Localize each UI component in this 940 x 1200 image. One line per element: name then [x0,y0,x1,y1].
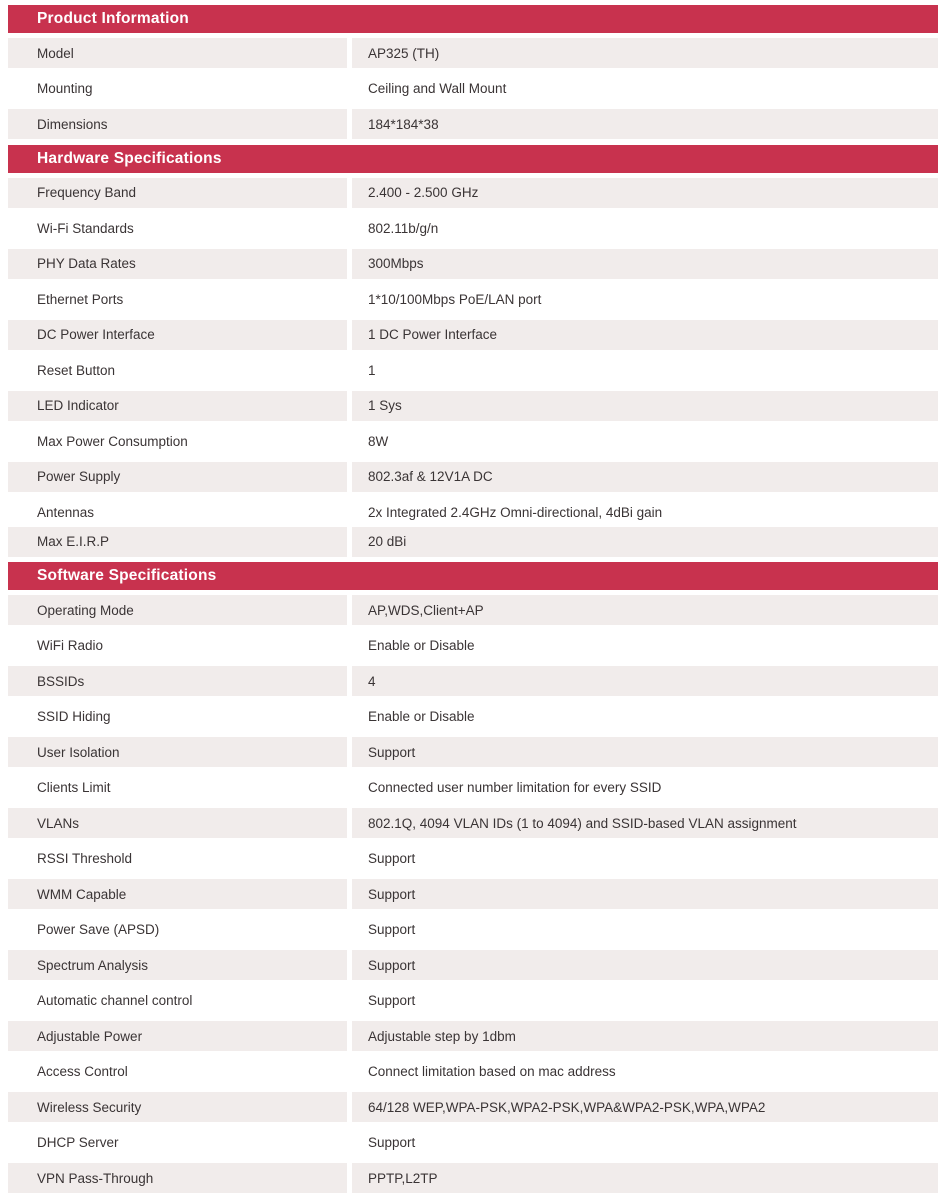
row-label: VLANs [8,808,347,838]
row-label: Power Supply [8,462,347,492]
table-row [8,178,938,208]
spec-section [8,5,938,139]
table-row [8,666,938,696]
row-label: Operating Mode [8,595,347,625]
table-row [8,1021,938,1051]
row-label: Dimensions [8,109,347,139]
row-label: Adjustable Power [8,1021,347,1051]
row-label: BSSIDs [8,666,347,696]
row-value: 802.11b/g/n [368,220,439,236]
table-row [8,595,938,625]
table-row [8,1092,938,1122]
row-value: 300Mbps [352,249,938,279]
row-label: User Isolation [8,737,347,767]
table-row [8,74,938,104]
row-value: PPTP,L2TP [352,1163,938,1193]
table-row [8,320,938,350]
row-value: Support [368,993,416,1008]
row-value: Connect limitation based on mac address [368,1064,616,1079]
row-label: Reset Button [37,362,116,378]
table-row [8,391,938,421]
row-value: Ceiling and Wall Mount [368,81,507,96]
table-row [8,737,938,767]
row-value: 64/128 WEP,WPA-PSK,WPA2-PSK,WPA&WPA2-PSK,WPA,WPA2 [352,1092,938,1122]
row-value: 8W [368,433,389,449]
section-header: Software Specifications [8,562,938,590]
table-row [8,1057,938,1087]
table-row [8,844,938,874]
row-value: Support [368,851,416,866]
row-value: Support [368,922,416,937]
section-header: Hardware Specifications [8,145,938,173]
row-value: Support [352,737,938,767]
row-label: Access Control [37,1064,128,1079]
row-value: Adjustable step by 1dbm [352,1021,938,1051]
row-value: Support [352,879,938,909]
row-label: WiFi Radio [37,638,104,653]
row-label: Power Save (APSD) [37,922,160,937]
table-row [8,631,938,661]
row-value: Connected user number limitation for every SSID [368,780,662,795]
table-row [8,38,938,68]
table-row [8,249,938,279]
table-row [8,426,938,456]
row-label: VPN Pass-Through [8,1163,347,1193]
table-row [8,808,938,838]
row-value: Enable or Disable [368,638,475,653]
row-label: Ethernet Ports [37,291,124,307]
table-row [8,109,938,139]
table-row [8,986,938,1016]
table-row [8,355,938,385]
table-row [8,1128,938,1158]
row-value: 2.400 - 2.500 GHz [352,178,938,208]
row-label: Wi-Fi Standards [37,220,134,236]
section-rows [8,595,938,1193]
row-label: Model [8,38,347,68]
row-value: Support [352,950,938,980]
row-label: Mounting [37,81,93,96]
row-value: 1 Sys [352,391,938,421]
row-value: 2x Integrated 2.4GHz Omni-directional, 4dBi gain [368,504,663,520]
table-row [8,950,938,980]
row-label: RSSI Threshold [37,851,133,866]
row-label: Clients Limit [37,780,111,795]
row-label: DC Power Interface [8,320,347,350]
row-value: 20 dBi [352,527,938,557]
table-row [8,773,938,803]
row-label: Spectrum Analysis [8,950,347,980]
section-rows [8,38,938,139]
row-label: LED Indicator [8,391,347,421]
row-value: 802.3af & 12V1A DC [352,462,938,492]
table-row [8,284,938,314]
spec-section [8,145,938,557]
row-label: SSID Hiding [37,709,111,724]
table-row [8,213,938,243]
row-value: 1*10/100Mbps PoE/LAN port [368,291,542,307]
row-value: 1 [368,362,376,378]
section-header: Product Information [8,5,938,33]
table-row [8,702,938,732]
row-label: Antennas [37,504,95,520]
row-value: 1 DC Power Interface [352,320,938,350]
row-label: Max E.I.R.P [8,527,347,557]
row-value: 802.1Q, 4094 VLAN IDs (1 to 4094) and SSID-based VLAN assignment [352,808,938,838]
row-value: AP,WDS,Client+AP [352,595,938,625]
table-row [8,497,938,527]
row-label: Frequency Band [8,178,347,208]
table-row [8,527,938,557]
table-row [8,915,938,945]
row-label: WMM Capable [8,879,347,909]
row-label: DHCP Server [37,1135,119,1150]
row-label: Max Power Consumption [37,433,188,449]
row-value: Support [368,1135,416,1150]
table-row [8,462,938,492]
row-value: Enable or Disable [368,709,475,724]
row-value: 4 [352,666,938,696]
row-label: Wireless Security [8,1092,347,1122]
row-label: PHY Data Rates [8,249,347,279]
section-rows [8,178,938,557]
table-row [8,879,938,909]
table-row [8,1163,938,1193]
row-value: AP325 (TH) [352,38,938,68]
row-label: Automatic channel control [37,993,193,1008]
row-value: 184*184*38 [352,109,938,139]
spec-section [8,562,938,1193]
